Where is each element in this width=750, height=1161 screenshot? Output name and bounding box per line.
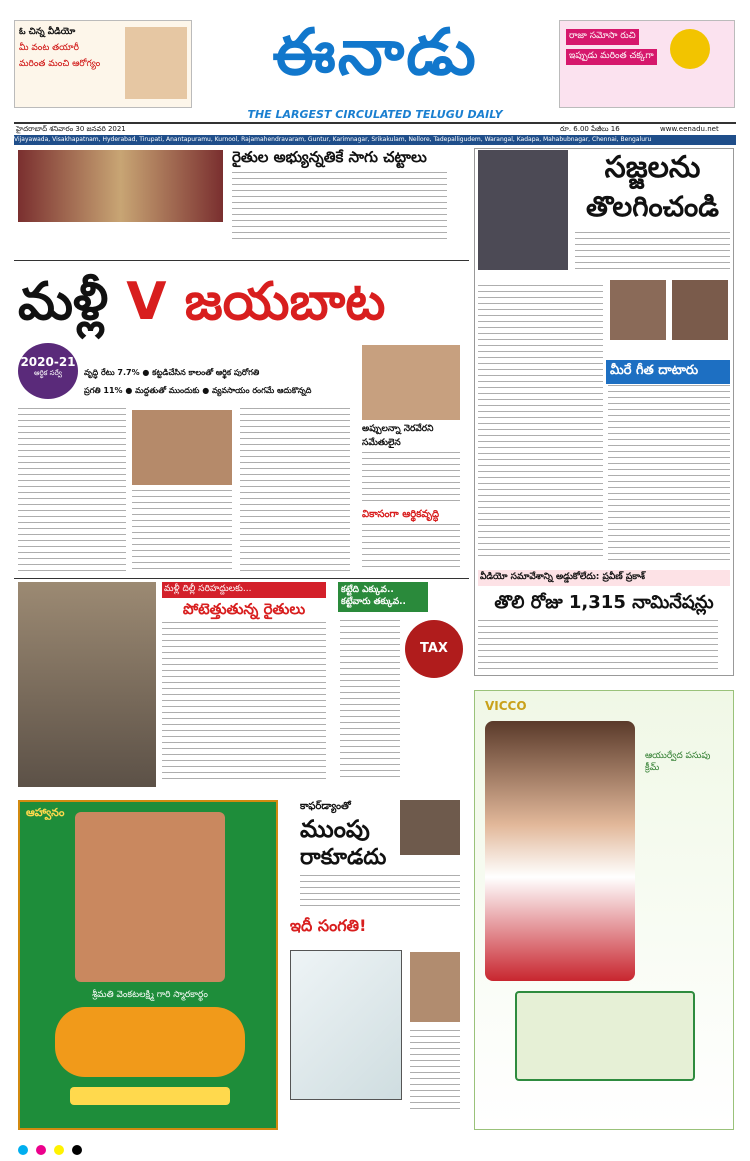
- vicco-model: [485, 721, 635, 981]
- sajjala-sub: [575, 232, 730, 272]
- idi-headline[interactable]: ఇదీ సంగతి!: [290, 916, 367, 935]
- protest-kicker: మళ్లీ దిల్లీ సరిహద్దులకు...: [162, 582, 326, 598]
- vikas-headline[interactable]: వికాసంగా ఆర్థికవృద్ధి: [362, 509, 440, 520]
- ad-left-photo: [125, 27, 187, 99]
- geetha-text: [608, 385, 730, 560]
- mark-black: [72, 1145, 82, 1155]
- mumpu-kicker: కాఫర్‌డ్యాంతో: [300, 801, 351, 812]
- sajjala-headline2[interactable]: తొలగించండి: [586, 190, 719, 223]
- print-marks: [18, 1140, 738, 1152]
- ad-left-line: మీ వంట తయారీ: [19, 43, 79, 53]
- mark-magenta: [36, 1145, 46, 1155]
- masthead-rule: [14, 122, 736, 124]
- nominations-text: [478, 620, 718, 670]
- nominations-headline[interactable]: తొలి రోజు 1,315 నామినేషన్లు: [494, 592, 714, 613]
- minister-photo[interactable]: [132, 410, 232, 485]
- vicco-sub: ఆయుర్వేద పసుపు క్రీమ్: [645, 751, 711, 773]
- memorial-panel: [55, 1007, 245, 1077]
- geetha-headline[interactable]: మీరే గీత దాటారు: [606, 360, 730, 384]
- cartoon[interactable]: [290, 950, 402, 1100]
- editions-bar: [14, 135, 736, 145]
- memorial-text: శ్రీమతి వెంకటలక్ష్మి గారి స్మారకార్థం: [92, 990, 208, 1000]
- memorial-title: ఆహ్వానం: [26, 806, 65, 819]
- main-headline-part1: మళ్లీ: [18, 272, 109, 332]
- protest-headline[interactable]: పోటెత్తుతున్న రైతులు: [182, 600, 306, 618]
- official-photo-1[interactable]: [610, 280, 666, 340]
- naidu-text: [410, 1030, 460, 1110]
- masthead-tagline: THE LARGEST CIRCULATED TELUGU DAILY: [247, 108, 503, 121]
- masthead-title: ఈనాడు: [272, 16, 478, 90]
- ad-right-line: ఇప్పుడు మరింత చక్కగా: [566, 49, 657, 65]
- badge-sub: ఆర్థిక సర్వే: [34, 369, 62, 377]
- vicco-logo: VICCO: [485, 699, 527, 713]
- tax-label: TAX: [420, 641, 448, 656]
- memorial-ad[interactable]: [18, 800, 278, 1130]
- mumpu-headline2[interactable]: రాకూడదు: [300, 845, 387, 870]
- ad-right-logo: [670, 29, 710, 69]
- ad-right-line: రాజా సమోసా రుచి: [566, 29, 639, 45]
- ad-left-line: ఓ చిన్న వీడియో: [19, 27, 76, 37]
- mumpu-headline[interactable]: ముంపు: [300, 815, 370, 843]
- farmers-text: [232, 172, 447, 242]
- vicco-product: [515, 991, 695, 1081]
- modi-text: [362, 452, 460, 502]
- price: రూ. 6.00 పేజీలు 16: [560, 125, 620, 133]
- memorial-footer: [70, 1087, 230, 1105]
- middle-rule: [14, 578, 469, 579]
- ad-right[interactable]: [559, 20, 735, 108]
- survey-badge: [18, 343, 78, 399]
- main-col1-text: [18, 408, 126, 573]
- sajjala-headline[interactable]: సజ్జలను: [604, 150, 701, 185]
- protest-text: [162, 622, 326, 782]
- main-col3-text: [240, 408, 350, 573]
- main-sub2: ప్రగతి 11% ● మద్దతుతో ముందుకు ● వ్యవసాయం రంగమే ఆదుకొన్నది: [84, 386, 312, 395]
- ad-left[interactable]: [14, 20, 192, 108]
- memorial-photo: [75, 812, 225, 982]
- modi-photo[interactable]: [362, 345, 460, 420]
- video-line[interactable]: వీడియో సమావేశాన్ని అడ్డుకోలేదు: ప్రవీణ్ ప్రకాశ్: [478, 570, 730, 586]
- farmers-headline[interactable]: రైతుల అభ్యున్నతికే సాగు చట్టాలు: [232, 148, 427, 166]
- mark-cyan: [18, 1145, 28, 1155]
- dateline: హైదరాబాద్ శనివారం 30 జనవరి 2021: [16, 125, 126, 133]
- official-photo-2[interactable]: [672, 280, 728, 340]
- tax-text: [340, 620, 400, 780]
- president-photo[interactable]: [18, 150, 223, 222]
- vikas-text: [362, 524, 460, 570]
- mark-yellow: [54, 1145, 64, 1155]
- main-col2-text: [132, 490, 232, 573]
- tax-icon: [405, 620, 463, 678]
- main-sub1: వృద్ధి రేటు 7.7% ● కట్టడిచేసిన కాలంతో ఆర్థిక పురోగతి: [84, 368, 260, 377]
- ad-left-line: మరింత మంచి ఆరోగ్యం: [19, 59, 101, 69]
- protest-photo[interactable]: [18, 582, 156, 787]
- jagan-photo[interactable]: [400, 800, 460, 855]
- caption-1: అప్పులన్నా నెరవేరని: [362, 424, 434, 434]
- editions-text: Vijayawada, Visakhapatnam, Hyderabad, Tirupati, Anantapuramu, Kurnool, Rajamahendravaram, Guntur, Karimnagar, Srikakulam, Nellore, Tadepalligudem, Warangal, Kadapa, Mahabubnagar, Chennai, Bengaluru: [14, 136, 652, 143]
- section-rule: [14, 260, 469, 261]
- naidu-photo[interactable]: [410, 952, 460, 1022]
- site: www.eenadu.net: [660, 125, 719, 133]
- nimmagadda-photo[interactable]: [478, 150, 568, 270]
- mumpu-text: [300, 875, 460, 910]
- tax-kicker[interactable]: కట్టేది ఎక్కువ.. కట్టేవారు తక్కువ..: [338, 582, 428, 612]
- caption-2: సమేతులైన: [362, 438, 401, 448]
- main-headline[interactable]: [18, 262, 468, 342]
- sajjala-text: [478, 285, 603, 560]
- vicco-ad[interactable]: [474, 690, 734, 1130]
- main-headline-part2: V జయబాట: [126, 272, 386, 332]
- badge-year: 2020-21: [20, 355, 76, 369]
